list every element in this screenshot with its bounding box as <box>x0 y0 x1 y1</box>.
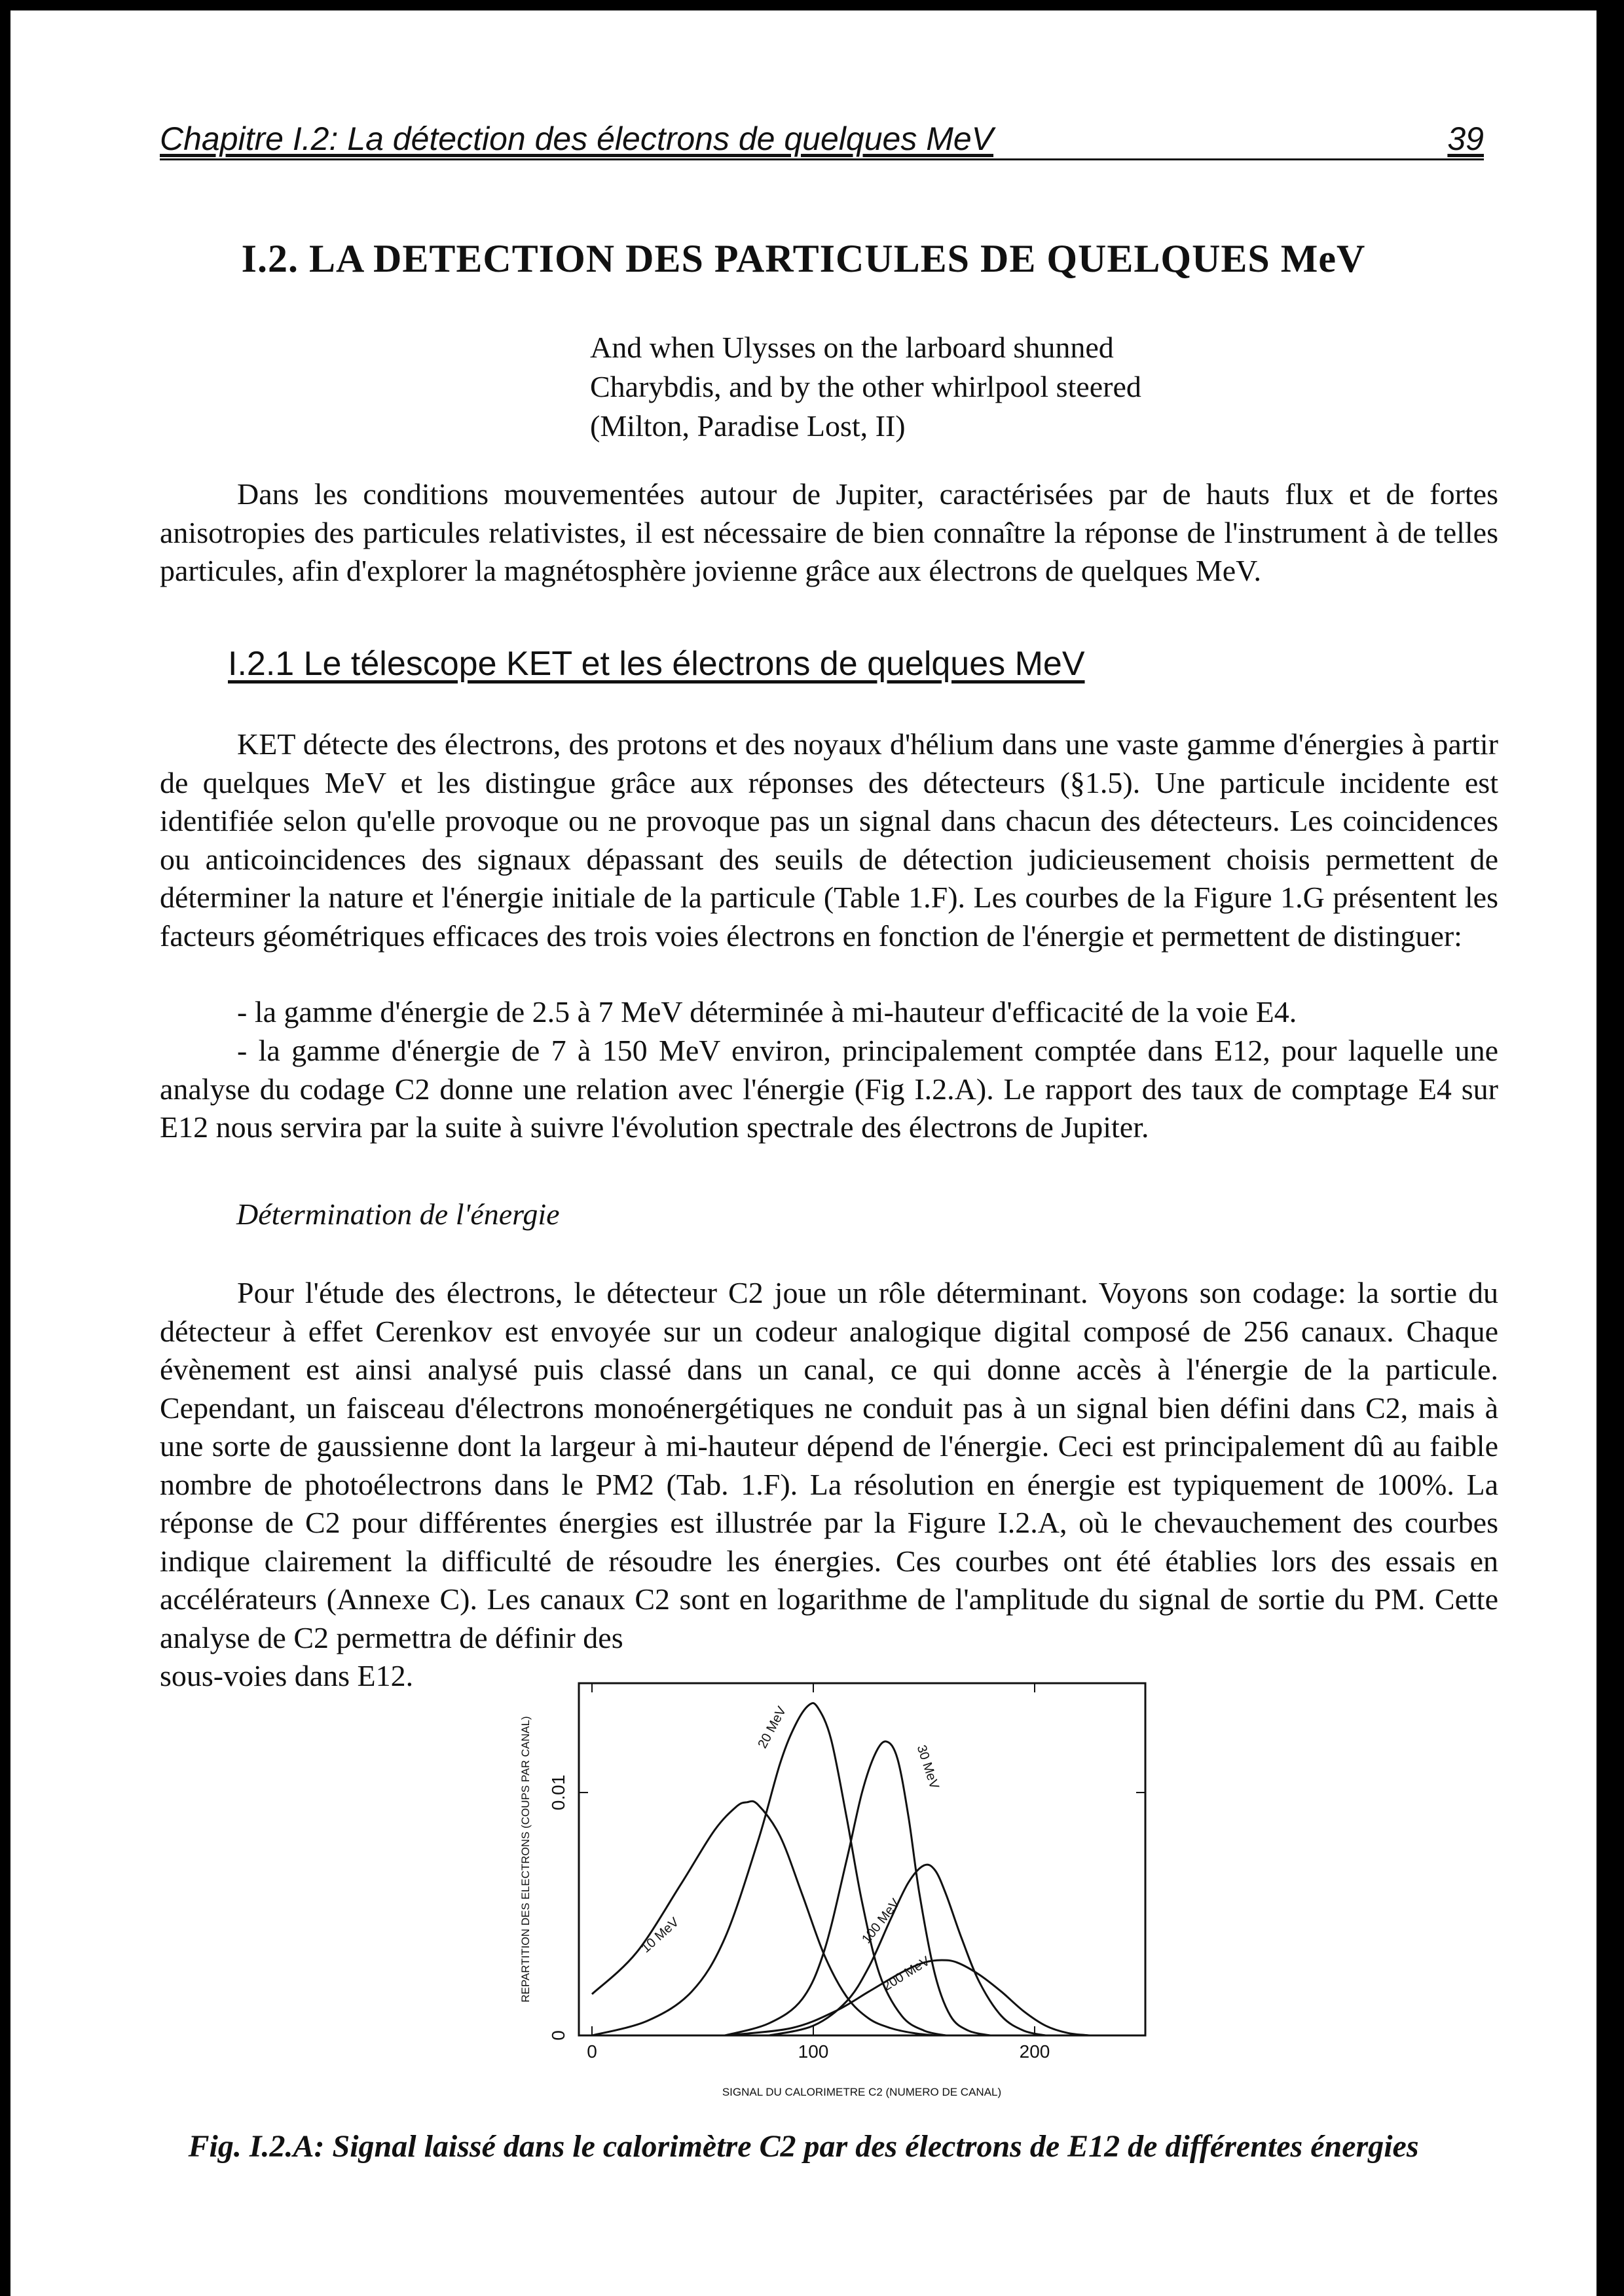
page-number: 39 <box>1447 120 1484 157</box>
curve-label: 10 MeV <box>638 1914 682 1956</box>
y-axis-label: REPARTITION DES ELECTRONS (COUPS PAR CANAL) <box>519 1716 532 2003</box>
series-line <box>725 1741 991 2035</box>
epigraph-line: Charybdis, and by the other whirlpool steered <box>590 370 1141 403</box>
energy-subheading: Détermination de l'énergie <box>236 1197 560 1231</box>
c2-paragraph: Pour l'étude des électrons, le détecteur C2 joue un rôle déterminant. Voyons son codage: la sortie du détecteur à effet Cerenkov est envoyée sur un codeur analogique digital composé de 256 canaux. Chaque évènement est ainsi analysé puis classé dans un canal, ce qui donne accès à l'énergie de la particule. Cependant, un faisceau d'électrons monoénergétiques ne conduit pas à un signal bien défini dans C2, mais à une sorte de gaussienne dont la largeur à mi-hauteur dépend de l'énergie. Ceci est principalement dû au faible nombre de photoélectrons dans le PM2 (Tab. 1.F). La résolution en énergie est typiquement de 100%. La réponse de C2 pour différentes énergies est illustrée par la Figure I.2.A, où le chevauchement des courbes indique clairement la difficulté de résoudre les énergies. Ces courbes ont été établies lors des essais en accélérateurs (Annexe C). Les canaux C2 sont en logarithme de l'amplitude du signal de sortie du PM. Cette analyse de C2 permettra de définir des <box>160 1276 1498 1654</box>
curve-labels <box>638 1704 942 1994</box>
chapter-title: Chapitre I.2: La détection des électrons de quelques MeV <box>160 120 994 157</box>
plot-frame <box>579 1683 1145 2035</box>
curves <box>592 1703 1090 2035</box>
list-item: - la gamme d'énergie de 7 à 150 MeV environ, principalement comptée dans E12, pour laquelle une analyse du codage C2 donne une relation avec l'énergie (Fig I.2.A). Le rapport des taux de comptage E4 sur E12 nous servira par la suite à suivre l'évolution spectrale des électrons de Jupiter. <box>160 1034 1498 1144</box>
figure-chart <box>469 1670 1163 2115</box>
curve-label: 30 MeV <box>913 1743 942 1791</box>
section-title: I.2. LA DETECTION DES PARTICULES DE QUELQUES MeV <box>241 237 1366 280</box>
running-head <box>160 119 1484 160</box>
epigraph-line: And when Ulysses on the larboard shunned <box>590 331 1114 364</box>
epigraph <box>590 328 1141 446</box>
list-item: - la gamme d'énergie de 2.5 à 7 MeV déterminée à mi-hauteur d'efficacité de la voie E4. <box>237 995 1297 1029</box>
x-axis-label: SIGNAL DU CALORIMETRE C2 (NUMERO DE CANAL) <box>722 2086 1002 2098</box>
curve-label: 20 MeV <box>755 1704 790 1751</box>
x-tick-label: 0 <box>587 2041 597 2062</box>
curve-label: 100 MeV <box>859 1896 903 1946</box>
series-line <box>769 1865 1046 2035</box>
epigraph-source: (Milton, Paradise Lost, II) <box>590 409 906 443</box>
y-tick-label: 0 <box>548 2030 568 2041</box>
figure-caption: Fig. I.2.A: Signal laissé dans le calorimètre C2 par des électrons de E12 de différentes énergies <box>188 2129 1419 2164</box>
x-tick-label: 200 <box>1019 2041 1050 2062</box>
intro-paragraph: Dans les conditions mouvementées autour de Jupiter, caractérisées par de hauts flux et de fortes anisotropies des particules relativistes, il est nécessaire de bien connaître la réponse de l'instrument à de telles particules, afin d'explorer la magnétosphère jovienne grâce aux électrons de quelques MeV. <box>160 477 1498 587</box>
curve-label: 200 MeV <box>880 1954 932 1994</box>
y-tick-label: 0.01 <box>548 1774 568 1811</box>
x-tick-label: 100 <box>798 2041 829 2062</box>
subsection-heading: I.2.1 Le télescope KET et les électrons de quelques MeV <box>228 645 1085 683</box>
c2-paragraph-end: sous-voies dans E12. <box>160 1659 414 1692</box>
ket-paragraph: KET détecte des électrons, des protons et des noyaux d'hélium dans une vaste gamme d'énergies à partir de quelques MeV et les distingue grâce aux réponses des détecteurs (§1.5). Une particule incidente est identifiée selon qu'elle provoque ou ne provoque pas un signal dans chacun des détecteurs. Les coincidences ou anticoincidences des signaux dépassant des seuils de détection judicieusement choisis permettent de déterminer la nature et l'énergie initiale de la particule (Table 1.F). Les courbes de la Figure 1.G présentent les facteurs géométriques efficaces des trois voies électrons en fonction de l'énergie et permettent de distinguer: <box>160 727 1498 953</box>
page <box>10 10 1596 2296</box>
